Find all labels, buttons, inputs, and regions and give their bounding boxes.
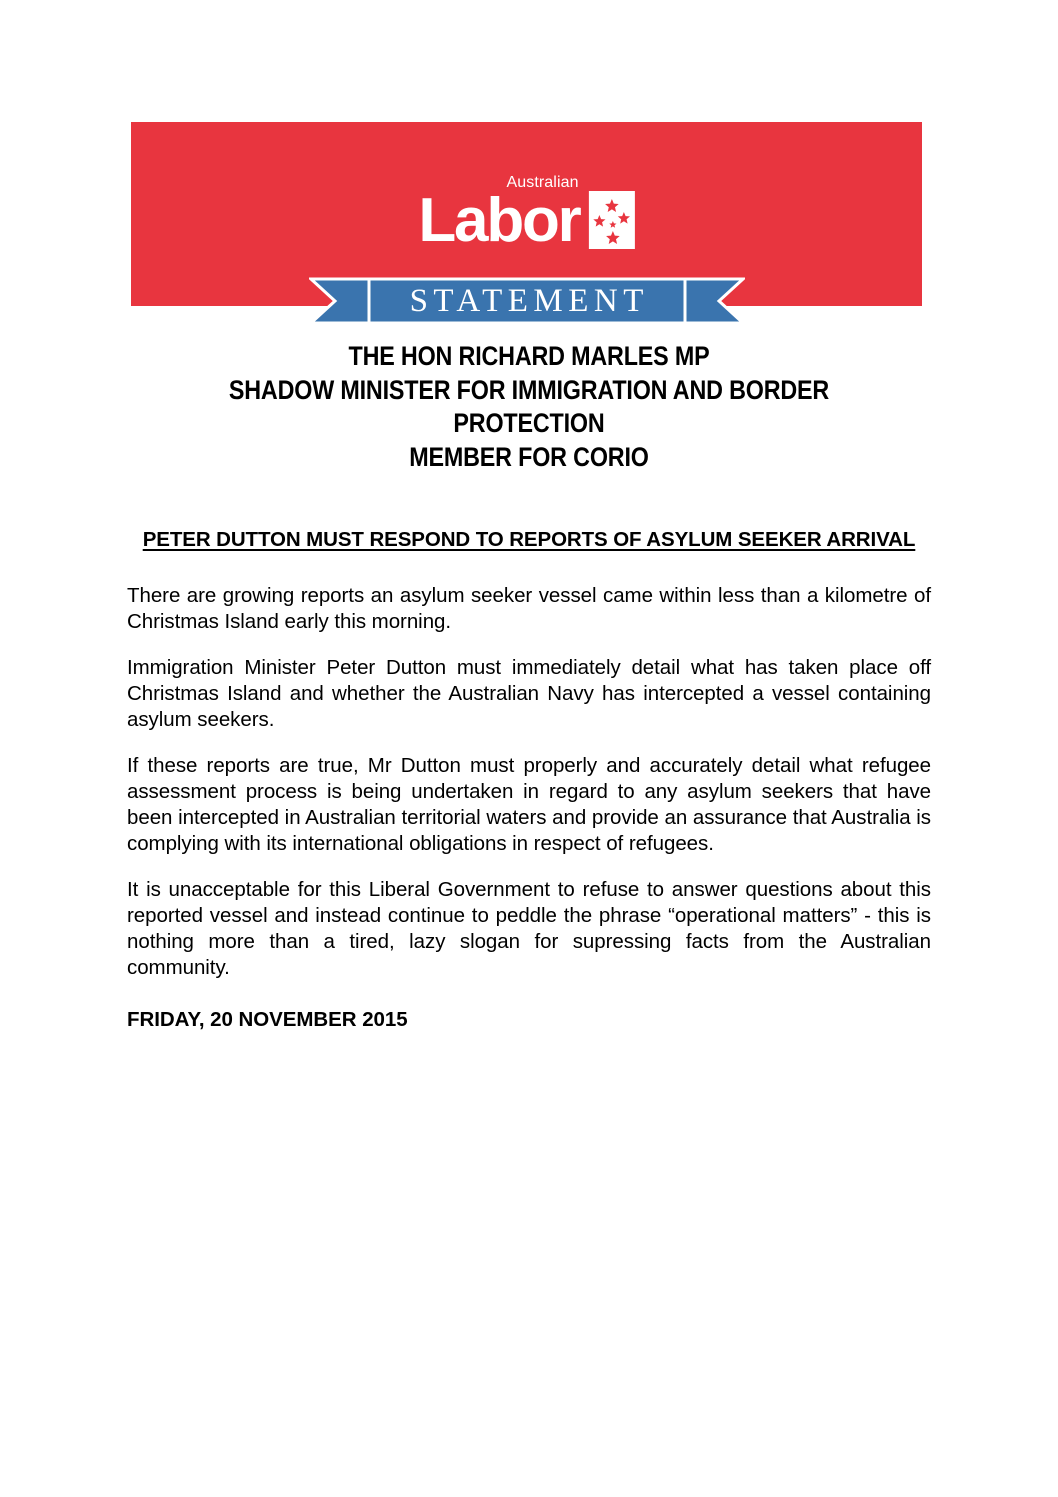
page-title-line-3: PROTECTION	[453, 408, 605, 438]
document-body	[127, 340, 931, 1033]
statement-ribbon-label: STATEMENT	[409, 282, 649, 319]
paragraph: It is unacceptable for this Liberal Government to refuse to answer questions about this reported vessel and instead continue to peddle the phrase “operational matters” - this is nothing more than a tired, lazy slogan for supressing facts from the Australian community.	[127, 878, 931, 979]
paragraph: Immigration Minister Peter Dutton must immediately detail what has taken place off Christmas Island and whether the Australian Navy has intercepted a vessel containing asylum seekers.	[127, 656, 931, 731]
australian-labor-logo	[418, 174, 634, 255]
letterhead	[131, 122, 922, 319]
subject-heading-text: PETER DUTTON MUST RESPOND TO REPORTS OF ASYLUM SEEKER ARRIVAL	[142, 528, 916, 551]
southern-cross-stars-icon	[589, 191, 635, 249]
paragraph: There are growing reports an asylum seeker vessel came within less than a kilometre of Christmas Island early this morning.	[127, 584, 931, 633]
logo-superscript-australian: Australian	[506, 174, 579, 191]
page-title	[175, 340, 883, 474]
page-title-line-2: SHADOW MINISTER FOR IMMIGRATION AND BORDER	[228, 374, 830, 405]
statement-date: FRIDAY, 20 NOVEMBER 2015	[127, 1008, 408, 1031]
statement-text	[127, 583, 931, 981]
paragraph: If these reports are true, Mr Dutton must properly and accurately detail what refugee assessment process is being undertaken in regard to any asylum seekers that have been intercepted in Australian territorial waters and provide an assurance that Australia is complying with its international obligations in respect of refugees.	[127, 754, 931, 855]
statement-ribbon	[309, 277, 745, 325]
logo-wordmark-labor: Labor	[418, 186, 580, 255]
labor-wordmark-wrap	[418, 174, 580, 255]
page-title-line-1: THE HON RICHARD MARLES MP	[348, 341, 710, 371]
subject-heading	[127, 526, 931, 553]
page-title-line-4: MEMBER FOR CORIO	[409, 441, 649, 472]
